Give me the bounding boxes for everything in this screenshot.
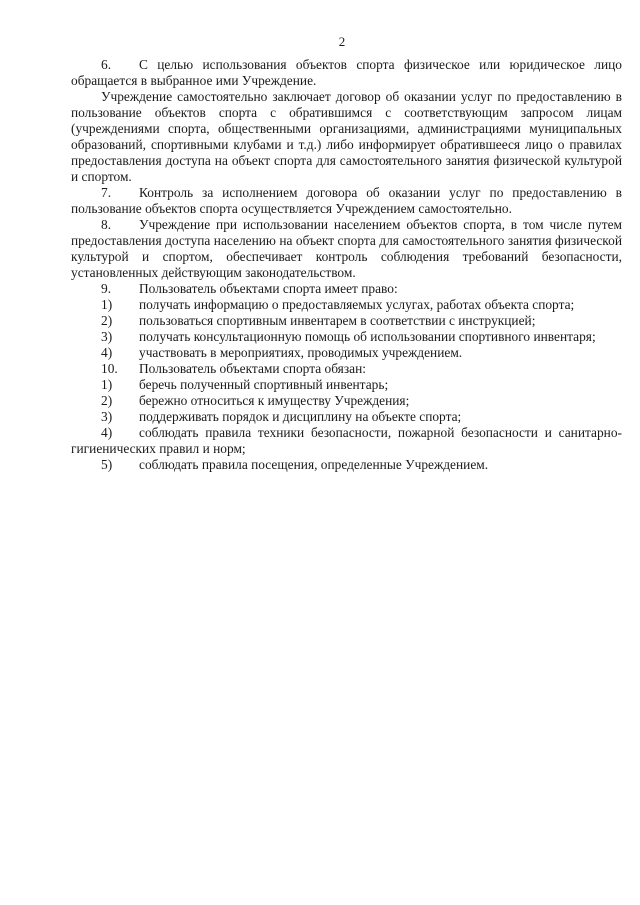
paragraph-text: соблюдать правила посещения, определенные Учреждением.: [139, 457, 489, 472]
paragraph-6-cont: [71, 89, 622, 185]
paragraph-text: Контроль за исполнением договора об оказании услуг по предоставлению в пользование объектов спорта осуществляется Учреждением самостоятельно.: [71, 185, 622, 216]
item-number: 9.: [101, 281, 112, 296]
item-number: 7.: [101, 185, 112, 200]
paragraph-10: [71, 361, 622, 377]
right-item-2: [71, 313, 622, 329]
duty-item-3: [71, 409, 622, 425]
item-number: 1): [101, 297, 113, 312]
item-number: 2): [101, 313, 113, 328]
paragraph-text: бережно относиться к имуществу Учреждения;: [139, 393, 410, 408]
duty-item-2: [71, 393, 622, 409]
right-item-4: [71, 345, 622, 361]
item-number: 8.: [101, 217, 112, 232]
paragraph-text: С целью использования объектов спорта физическое или юридическое лицо обращается в выбранное ими Учреждение.: [71, 57, 622, 88]
item-number: 3): [101, 329, 113, 344]
duty-item-1: [71, 377, 622, 393]
item-number: 4): [101, 345, 113, 360]
paragraph-text: Пользователь объектами спорта имеет право:: [139, 281, 398, 296]
item-number: 4): [101, 425, 113, 440]
item-number: 1): [101, 377, 113, 392]
paragraph-text: соблюдать правила техники безопасности, пожарной безопасности и санитарно-гигиенических правил и норм;: [71, 425, 622, 456]
paragraph-text: Учреждение самостоятельно заключает договор об оказании услуг по предоставлению в пользование объектов спорта с обратившимся с соответствующим запросом лицам (учреждениями спорта, общественными организациями, администрациями муниципальных образований, спортивными клубами и т.д.) либо информирует обратившееся лицо о правилах предоставления доступа на объект спорта для самостоятельного занятия физической культурой и спортом.: [71, 89, 622, 184]
paragraph-text: Пользователь объектами спорта обязан:: [139, 361, 366, 376]
paragraph-text: Учреждение при использовании населением объектов спорта, в том числе путем предоставления доступа населению на объект спорта для самостоятельного занятия физической культурой и спортом, обеспечивает контроль соблюдения требований безопасности, установленных действующим законодательством.: [71, 217, 622, 280]
paragraph-text: пользоваться спортивным инвентарем в соответствии с инструкцией;: [139, 313, 536, 328]
paragraph-text: получать информацию о предоставляемых услугах, работах объекта спорта;: [139, 297, 575, 312]
right-item-1: [71, 297, 622, 313]
paragraph-8: [71, 217, 622, 281]
item-number: 2): [101, 393, 113, 408]
item-number: 10.: [101, 361, 118, 376]
paragraph-text: поддерживать порядок и дисциплину на объекте спорта;: [139, 409, 462, 424]
item-number: 6.: [101, 57, 112, 72]
item-number: 3): [101, 409, 113, 424]
item-number: 5): [101, 457, 113, 472]
duty-item-5: [71, 457, 622, 473]
paragraph-9: [71, 281, 622, 297]
paragraph-6: [71, 57, 622, 89]
paragraph-text: беречь полученный спортивный инвентарь;: [139, 377, 389, 392]
paragraph-text: участвовать в мероприятиях, проводимых учреждением.: [139, 345, 463, 360]
paragraph-text: получать консультационную помощь об использовании спортивного инвентаря;: [139, 329, 596, 344]
document-body: [71, 57, 622, 473]
duty-item-4: [71, 425, 622, 457]
paragraph-7: [71, 185, 622, 217]
right-item-3: [71, 329, 622, 345]
page-number: 2: [338, 34, 346, 49]
